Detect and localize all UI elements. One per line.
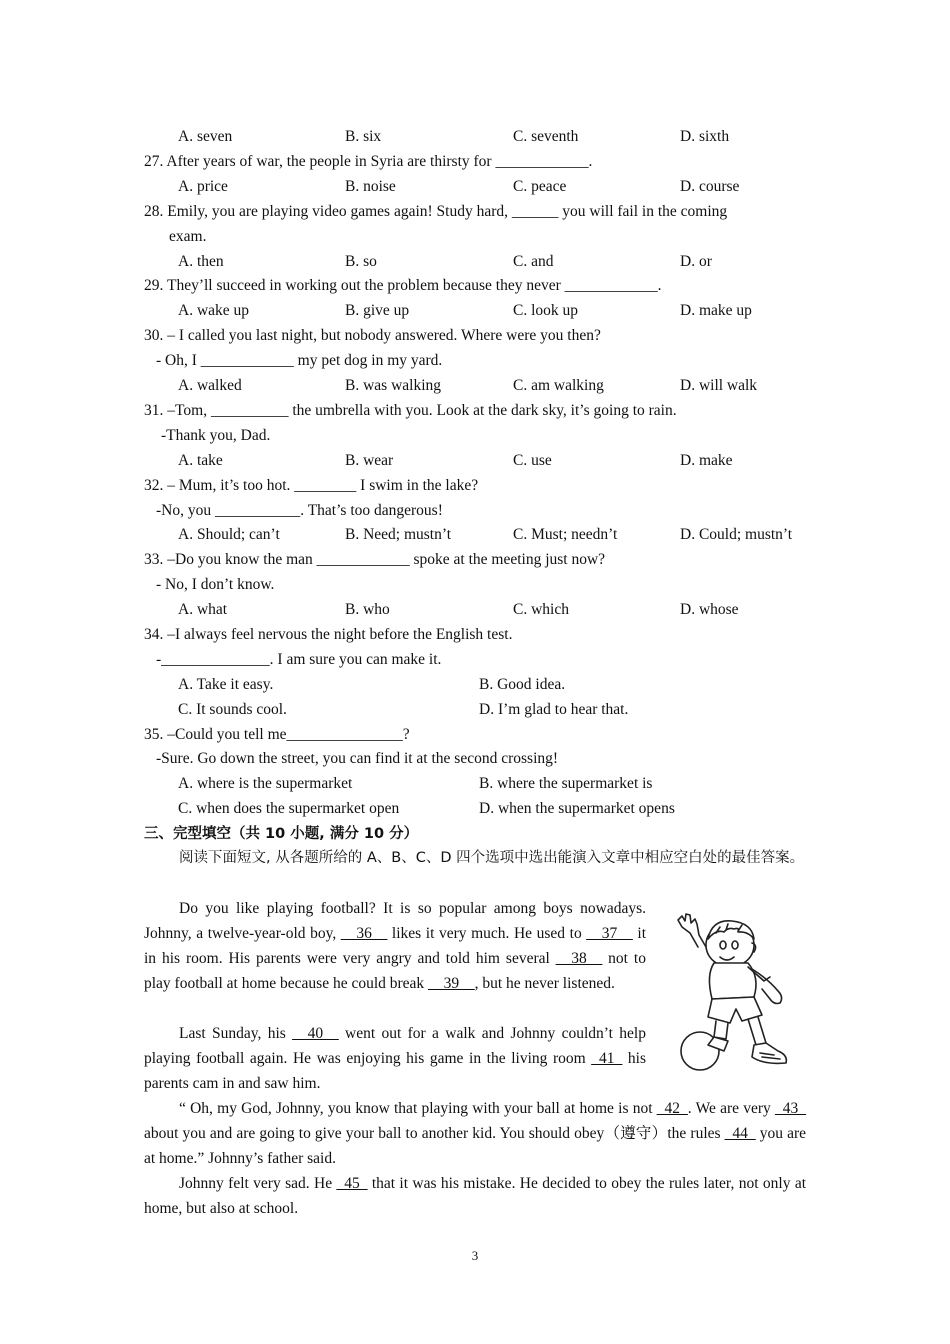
option-a: A. Take it easy.: [178, 676, 274, 693]
option-d: D. course: [680, 178, 740, 195]
question-reply: - Oh, I ____________ my pet dog in my yard.: [156, 352, 443, 369]
option-b: B. noise: [345, 178, 396, 195]
option-b: B. who: [345, 601, 390, 618]
question-reply: - No, I don’t know.: [156, 576, 275, 593]
option-a: A. wake up: [178, 302, 250, 319]
option-d: D. make up: [680, 302, 752, 319]
option-a: A. take: [178, 452, 223, 469]
option-d: D. I’m glad to hear that.: [479, 701, 629, 718]
option-d: D. make: [680, 452, 733, 469]
option-a: A. where is the supermarket: [178, 775, 353, 792]
blank-45: _45_: [336, 1175, 368, 1192]
section-heading: 三、完型填空（共 10 小题, 满分 10 分）: [144, 826, 419, 842]
option-b: B. where the supermarket is: [479, 775, 653, 792]
option-b: B. Need; mustn’t: [345, 526, 452, 543]
option-b: B. Good idea.: [479, 676, 566, 693]
question-stem: 31. –Tom, __________ the umbrella with you. Look at the dark sky, it’s going to rain.: [144, 402, 677, 419]
blank-39: __39__: [428, 975, 475, 992]
option-a: A. walked: [178, 377, 242, 394]
option-c: C. Must; needn’t: [513, 526, 618, 543]
question-reply: -Thank you, Dad.: [161, 427, 271, 444]
question-reply: -No, you ___________. That’s too dangerous!: [156, 502, 443, 519]
passage-paragraph-4: Johnny felt very sad. He _45_ that it was his mistake. He decided to obey the rules later, not only at home, but also at school.: [144, 1175, 806, 1217]
option-d: D. will walk: [680, 377, 758, 394]
option-b: B. wear: [345, 452, 394, 469]
blank-44: _44_: [724, 1125, 756, 1142]
option-a: A. price: [178, 178, 228, 195]
option-c: C. which: [513, 601, 569, 618]
q26-option-c: C. seventh: [513, 128, 579, 145]
question-stem: 30. – I called you last night, but nobody answered. Where were you then?: [144, 327, 601, 344]
option-d: D. when the supermarket opens: [479, 800, 675, 817]
option-c: C. and: [513, 253, 554, 270]
option-c: C. am walking: [513, 377, 604, 394]
q26-option-b: B. six: [345, 128, 382, 145]
question-stem: 32. – Mum, it’s too hot. ________ I swim in the lake?: [144, 477, 479, 494]
blank-36: __36__: [340, 925, 388, 942]
q26-option-d: D. sixth: [680, 128, 730, 145]
option-b: B. give up: [345, 302, 410, 319]
option-d: D. or: [680, 253, 712, 270]
blank-41: _41_: [591, 1050, 623, 1067]
option-a: A. Should; can’t: [178, 526, 280, 543]
blank-43: _43_: [775, 1100, 806, 1117]
option-a: A. then: [178, 253, 224, 270]
option-c: C. use: [513, 452, 552, 469]
option-c: C. peace: [513, 178, 567, 195]
section-instruction: 阅读下面短文, 从各题所给的 A、B、C、D 四个选项中选出能演入文章中相应空白处的最佳答案。: [179, 850, 805, 866]
blank-38: __38__: [555, 950, 603, 967]
question-reply: -Sure. Go down the street, you can find it at the second crossing!: [156, 750, 559, 767]
blank-37: __37__: [586, 925, 633, 942]
option-a: A. what: [178, 601, 228, 618]
passage-paragraph-2: Last Sunday, his __40__ went out for a walk and Johnny couldn’t help playing football again. He was enjoying his game in the living room _41_ his parents cam in and saw him.: [144, 1025, 646, 1092]
option-c: C. look up: [513, 302, 579, 319]
question-stem: 34. –I always feel nervous the night before the English test.: [144, 626, 513, 643]
passage-paragraph-1: Do you like playing football? It is so popular among boys nowadays. Johnny, a twelve-year-old boy, __36__ likes it very much. He used to __37__ it in his room. His parents were very angry and told him several __38__ not to play football at home because he could break __39__, but he never listened.: [144, 900, 646, 992]
page-number: 3: [471, 1248, 479, 1263]
q26-option-a: A. seven: [178, 128, 233, 145]
passage-paragraph-3: “ Oh, my God, Johnny, you know that playing with your ball at home is not _42_. We are very _43_ about you and are going to give your ball to another kid. You should obey（遵守）the rules _44_ you are at home.” Johnny’s father said.: [144, 1100, 807, 1167]
question-stem-continued: exam.: [169, 228, 207, 245]
option-b: B. was walking: [345, 377, 442, 394]
question-stem: 28. Emily, you are playing video games again! Study hard, ______ you will fail in the coming: [144, 203, 728, 220]
option-c: C. It sounds cool.: [178, 701, 287, 718]
question-stem: 29. They’ll succeed in working out the problem because they never ____________.: [144, 277, 662, 294]
question-stem: 33. –Do you know the man ____________ spoke at the meeting just now?: [144, 551, 606, 568]
question-stem: 35. –Could you tell me_______________?: [144, 726, 410, 743]
boy-playing-football-illustration: [668, 905, 803, 1085]
blank-40: __40__: [292, 1025, 339, 1042]
option-b: B. so: [345, 253, 377, 270]
question-reply: -______________. I am sure you can make it.: [156, 651, 442, 668]
option-d: D. whose: [680, 601, 739, 618]
blank-42: _42_: [656, 1100, 688, 1117]
question-stem: 27. After years of war, the people in Syria are thirsty for ____________.: [144, 153, 593, 170]
option-c: C. when does the supermarket open: [178, 800, 400, 817]
option-d: D. Could; mustn’t: [680, 526, 793, 543]
